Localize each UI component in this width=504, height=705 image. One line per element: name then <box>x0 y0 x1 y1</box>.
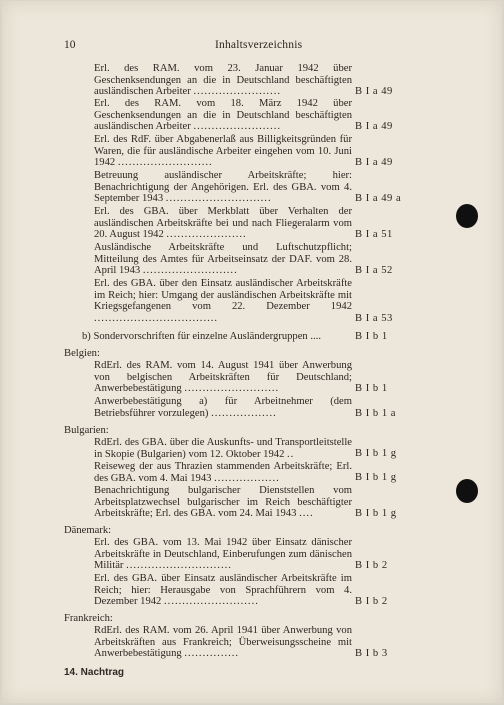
toc-code: B I a 49 <box>355 121 393 132</box>
toc-code: B I a 53 <box>355 313 393 324</box>
toc-code: B I a 49 a <box>355 193 402 204</box>
toc-entry: Reiseweg der aus Thrazien stammenden Arbeitskräfte; Erl. des GBA. vom 4. Mai 1943 .................. <box>94 461 352 484</box>
toc-code: B I a 52 <box>355 265 393 276</box>
toc-entry: Erl. des GBA. über den Einsatz ausländischer Arbeitskräfte im Reich; hier: Umgang der ausländischen Arbeitskräfte mit Kriegsgefangenen vom 22. Dezember 1942 .................................. <box>94 278 352 324</box>
toc-entry: Erl. des RdF. über Abgabenerlaß aus Billigkeitsgründen für Waren, die für ausländische Arbeiter eingehen vom 10. Juni 1942 .......................... <box>94 134 352 169</box>
toc-entry: RdErl. des GBA. über die Auskunfts- und Transportleitstelle in Skopie (Bulgarien) vom 12. Oktober 1942 .. <box>94 437 352 460</box>
toc-code: B I b 2 <box>355 596 388 607</box>
toc-entry: Erl. des RAM. vom 23. Januar 1942 über Geschenksendungen an die in Deutschland beschäftigten ausländischen Arbeiter ........................ <box>94 63 352 98</box>
country-heading: Bulgarien: <box>64 425 109 436</box>
toc-entry: Betreuung ausländischer Arbeitskräfte; hier: Benachrichtigung der Angehörigen. Erl. des GBA. vom 4. September 1943 ............................. <box>94 170 352 205</box>
toc-code: B I b 1 <box>355 383 388 394</box>
toc-code: B I b 1 g <box>355 472 397 483</box>
section-heading: 14. Nachtrag <box>64 667 125 678</box>
document-page <box>2 1 502 703</box>
toc-code: B I a 51 <box>355 229 393 240</box>
toc-code: B I b 3 <box>355 648 388 659</box>
toc-code: B I a 49 <box>355 157 393 168</box>
toc-code: B I b 2 <box>355 560 388 571</box>
toc-code: B I b 1 g <box>355 448 397 459</box>
toc-code: B I b 1 a <box>355 408 396 419</box>
toc-entry: Benachrichtigung bulgarischer Dienststellen vom Arbeitsplatzwechsel bulgarischer im Reich beschäftigter Arbeitskräfte; Erl. des GBA. vom 24. Mai 1943 .... <box>94 485 352 520</box>
page-number: 10 <box>64 39 76 51</box>
punch-hole <box>456 204 478 228</box>
toc-subsection: b) Sondervorschriften für einzelne Ausländergruppen .... <box>82 331 321 342</box>
toc-code: B I b 1 <box>355 331 388 342</box>
toc-entry: RdErl. des RAM. vom 14. August 1941 über Anwerbung von belgischen Arbeitskräften für Deutschland; Anwerbebestätigung .......................... <box>94 360 352 395</box>
country-heading: Belgien: <box>64 348 100 359</box>
toc-entry: Ausländische Arbeitskräfte und Luftschutzpflicht; Mitteilung des Amtes für Arbeitseinsatz der DAF. vom 28. April 1943 .......................... <box>94 242 352 277</box>
toc-entry: Erl. des RAM. vom 18. März 1942 über Geschenksendungen an die in Deutschland beschäftigten ausländischen Arbeiter ........................ <box>94 98 352 133</box>
toc-entry: Erl. des GBA. über Einsatz ausländischer Arbeitskräfte im Reich; hier: Herausgabe von Sprachführern vom 4. Dezember 1942 .......................... <box>94 573 352 608</box>
punch-hole <box>456 479 478 503</box>
toc-entry: Erl. des GBA. vom 13. Mai 1942 über Einsatz dänischer Arbeitskräfte in Deutschland, Einberufungen zum dänischen Militär ............................. <box>94 537 352 572</box>
toc-entry: Erl. des GBA. über Merkblatt über Verhalten der ausländischen Arbeitskräfte bei und nach Fliegeralarm vom 20. August 1942 ...................... <box>94 206 352 241</box>
country-heading: Dänemark: <box>64 525 112 536</box>
toc-code: B I b 1 g <box>355 508 397 519</box>
toc-entry: RdErl. des RAM. vom 26. April 1941 über Anwerbung von Arbeitskräften aus Frankreich; Überweisungsscheine mit Anwerbebestätigung ............... <box>94 625 352 660</box>
running-header: Inhaltsverzeichnis <box>215 39 303 51</box>
country-heading: Frankreich: <box>64 613 113 624</box>
toc-code: B I a 49 <box>355 86 393 97</box>
toc-entry: Anwerbebestätigung a) für Arbeitnehmer (dem Betriebsführer vorzulegen) .................. <box>94 396 352 419</box>
